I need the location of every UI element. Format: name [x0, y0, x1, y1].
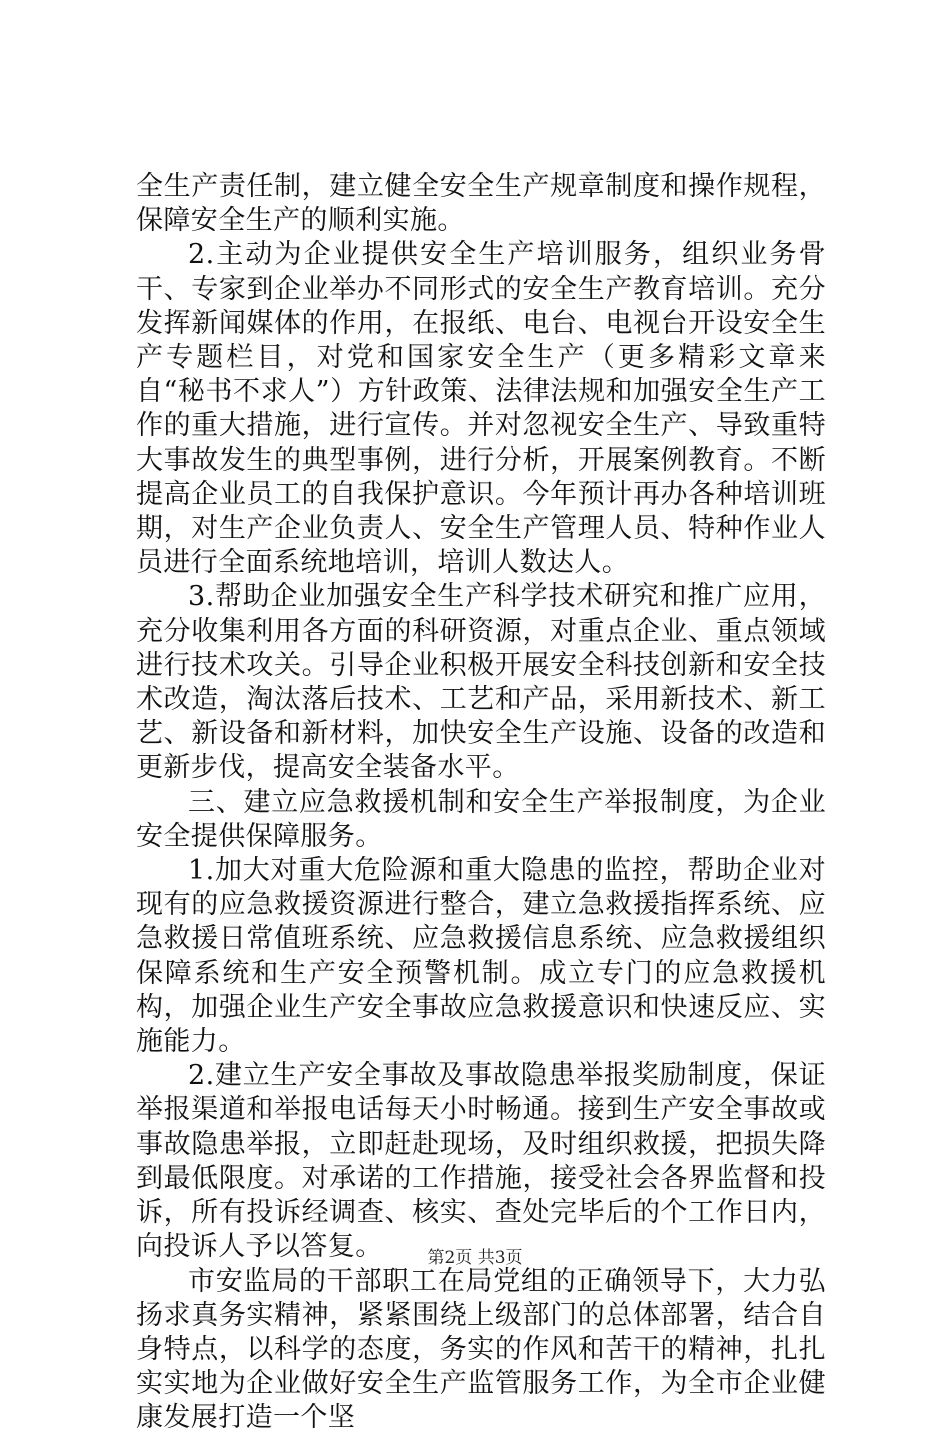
- paragraph-item-2-reporting: 2.建立生产安全事故及事故隐患举报奖励制度，保证举报渠道和举报电话每天小时畅通。接到生产安全事故或事故隐患举报，立即赶赴现场，及时组织救援，把损失降到最低限度。对承诺的工作措施，接受社会各界监督和投诉，所有投诉经调查、核实、查处完毕后的个工作日内，向投诉人予以答复。: [136, 1060, 826, 1263]
- paragraph-item-3-technology: 3.帮助企业加强安全生产科学技术研究和推广应用，充分收集利用各方面的科研资源，对重点企业、重点领域进行技术攻关。引导企业积极开展安全科技创新和安全技术改造，淘汰落后技术、工艺和产品，采用新技术、新工艺、新设备和新材料，加快安全生产设施、设备的改造和更新步伐，提高安全装备水平。: [136, 581, 826, 784]
- page-number: 第2页 共3页: [427, 1248, 523, 1268]
- paragraph-conclusion: 市安监局的干部职工在局党组的正确领导下，大力弘扬求真务实精神，紧紧围绕上级部门的总体部署，结合自身特点，以科学的态度，务实的作风和苦干的精神，扎扎实实地为企业做好安全生产监管服务工作，为全市企业健康发展打造一个坚: [136, 1265, 826, 1434]
- section-heading-emergency: 三、建立应急救援机制和安全生产举报制度，为企业安全提供保障服务。: [136, 786, 826, 852]
- paragraph-item-1-monitoring: 1.加大对重大危险源和重大隐患的监控，帮助企业对现有的应急救援资源进行整合，建立急救援指挥系统、应急救援日常值班系统、应急救援信息系统、应急救援组织保障系统和生产安全预警机制。成立专门的应急救援机构，加强企业生产安全事故应急救援意识和快速反应、实施能力。: [136, 855, 826, 1058]
- paragraph-item-2-training: 2.主动为企业提供安全生产培训服务，组织业务骨干、专家到企业举办不同形式的安全生产教育培训。充分发挥新闻媒体的作用，在报纸、电台、电视台开设安全生产专题栏目，对党和国家安全生产（更多精彩文章来自“秘书不求人”）方针政策、法律法规和加强安全生产工作的重大措施，进行宣传。并对忽视安全生产、导致重特大事故发生的典型事例，进行分析，开展案例教育。不断提高企业员工的自我保护意识。今年预计再办各种培训班期，对生产企业负责人、安全生产管理人员、特种作业人员进行全面系统地培训，培训人数达人。: [136, 239, 826, 579]
- paragraph-continuation: 全生产责任制，建立健全安全生产规章制度和操作规程，保障安全生产的顺利实施。: [136, 171, 826, 237]
